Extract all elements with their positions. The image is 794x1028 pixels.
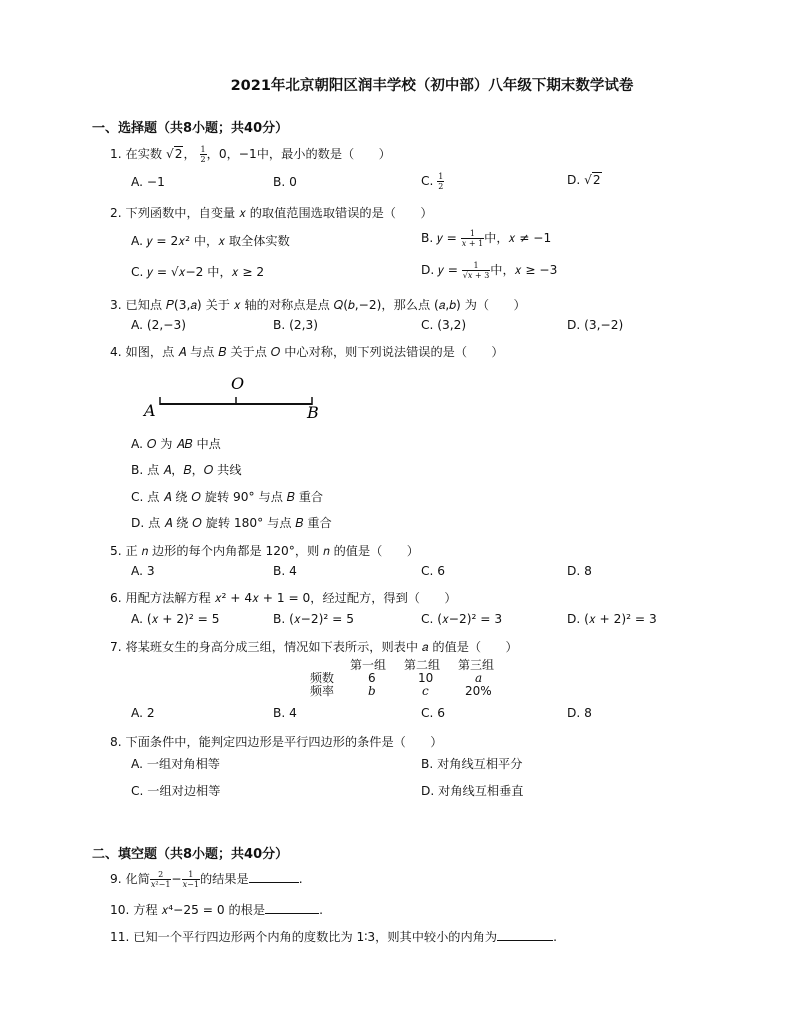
q5-option-d: D. 8 — [567, 564, 592, 578]
table-header-group-2: 第二组 — [404, 658, 441, 672]
page-title: 2021年北京朝阳区润丰学校（初中部）八年级下期末数学试卷 — [230, 78, 634, 94]
q5-option-a: A. 3 — [131, 564, 155, 578]
answer-blank[interactable] — [249, 870, 299, 883]
q6-option-c: C. (𝑥−2)² = 3 — [421, 612, 503, 626]
q3-option-a: A. (2,−3) — [131, 318, 186, 332]
question-4-stem: 4. 如图，点 𝐴 与点 𝐵 关于点 𝑂 中心对称，则下列说法错误的是（ ） — [110, 345, 504, 359]
q2-option-b: B. 𝑦 = $\frac{1}{\text{𝑥 + 1}}$ 中，𝑥 ≠ −1 — [421, 229, 552, 248]
q4-line-segment-figure — [140, 372, 330, 424]
table-cell: 10 — [418, 671, 434, 685]
table-header-group-3: 第三组 — [458, 658, 495, 672]
table-header-group-1: 第一组 — [350, 658, 387, 672]
q5-option-c: C. 6 — [421, 564, 446, 578]
question-6-stem: 6. 用配方法解方程 𝑥² + 4𝑥 + 1 = 0，经过配方，得到（ ） — [110, 591, 457, 605]
q4-option-b: B. 点 𝐴，𝐵，𝑂 共线 — [131, 463, 242, 477]
q8-option-d: D. 对角线互相垂直 — [421, 784, 524, 798]
question-5-stem: 5. 正 𝑛 边形的每个内角都是 120°，则 𝑛 的值是（ ） — [110, 544, 419, 558]
question-1-stem: 1. 在实数 √2， $\frac{1}{2}$ ，0，−1中，最小的数是（ ） — [110, 145, 391, 164]
section-heading-fill: 二、填空题（共8小题；共40分） — [92, 847, 289, 862]
q3-option-c: C. (3,2) — [421, 318, 467, 332]
question-7-stem: 7. 将某班女生的身高分成三组，情况如下表所示，则表中 𝑎 的值是（ ） — [110, 640, 518, 654]
q1-option-b: B. 0 — [273, 175, 297, 189]
q2-option-d: D. 𝑦 = $\frac{1}{\text{√𝑥 + 3}}$ 中，𝑥 ≥ −3 — [421, 261, 558, 280]
q8-option-a: A. 一组对角相等 — [131, 757, 220, 771]
q2-option-a: A. 𝑦 = 2𝑥² 中，𝑥 取全体实数 — [131, 234, 290, 248]
q4-option-a: A. 𝑂 为 𝐴𝐵 中点 — [131, 437, 221, 451]
table-cell: 𝑏 — [368, 684, 376, 698]
q1-option-a: A. −1 — [131, 175, 165, 189]
q2-option-c: C. 𝑦 = √𝑥−2 中，𝑥 ≥ 2 — [131, 265, 265, 279]
q1-option-d: D. √2 — [567, 173, 601, 187]
q4-option-c: C. 点 𝐴 绕 𝑂 旋转 90° 与点 𝐵 重合 — [131, 490, 324, 504]
table-cell: 𝑎 — [475, 671, 483, 685]
q7-option-a: A. 2 — [131, 706, 155, 720]
answer-blank[interactable] — [265, 901, 319, 914]
q6-option-a: A. (𝑥 + 2)² = 5 — [131, 612, 220, 626]
q7-frequency-table — [300, 659, 520, 699]
question-11-stem: 11. 已知一个平行四边形两个内角的度数比为 1∶3，则其中较小的内角为 . — [110, 930, 557, 944]
question-8-stem: 8. 下面条件中，能判定四边形是平行四边形的条件是（ ） — [110, 735, 443, 749]
table-cell: 20% — [465, 684, 492, 698]
q7-option-c: C. 6 — [421, 706, 446, 720]
table-cell: 6 — [368, 671, 376, 685]
q7-option-d: D. 8 — [567, 706, 592, 720]
q6-option-b: B. (𝑥−2)² = 5 — [273, 612, 354, 626]
q3-option-d: D. (3,−2) — [567, 318, 624, 332]
label-a: A — [144, 401, 156, 420]
answer-blank[interactable] — [497, 928, 553, 941]
q6-option-d: D. (𝑥 + 2)² = 3 — [567, 612, 657, 626]
q7-option-b: B. 4 — [273, 706, 297, 720]
table-row-label-rate: 频率 — [310, 684, 335, 698]
question-3-stem: 3. 已知点 𝑃(3,𝑎) 关于 𝑥 轴的对称点是点 𝑄(𝑏,−2)，那么点 (𝑎,𝑏) 为（ ） — [110, 298, 526, 312]
q8-option-b: B. 对角线互相平分 — [421, 757, 523, 771]
question-2-stem: 2. 下列函数中，自变量 𝑥 的取值范围选取错误的是（ ） — [110, 206, 433, 220]
label-o: O — [231, 374, 245, 393]
label-b: B — [307, 403, 319, 422]
q8-option-c: C. 一组对边相等 — [131, 784, 221, 798]
section-heading-choice: 一、选择题（共8小题；共40分） — [92, 121, 289, 136]
table-row-label-count: 频数 — [310, 671, 335, 685]
q1-option-c: C. $\frac{1}{2}$ — [421, 172, 444, 191]
question-10-stem: 10. 方程 𝑥⁴−25 = 0 的根是 . — [110, 903, 323, 917]
q3-option-b: B. (2,3) — [273, 318, 319, 332]
q4-option-d: D. 点 𝐴 绕 𝑂 旋转 180° 与点 𝐵 重合 — [131, 516, 332, 530]
question-9-stem: 9. 化简 $\frac{2}{\text{𝑥²−1}}$ − $\frac{1}{\text{𝑥−1}}$ 的结果是 . — [110, 870, 303, 889]
q5-option-b: B. 4 — [273, 564, 297, 578]
table-cell: 𝑐 — [422, 684, 429, 698]
